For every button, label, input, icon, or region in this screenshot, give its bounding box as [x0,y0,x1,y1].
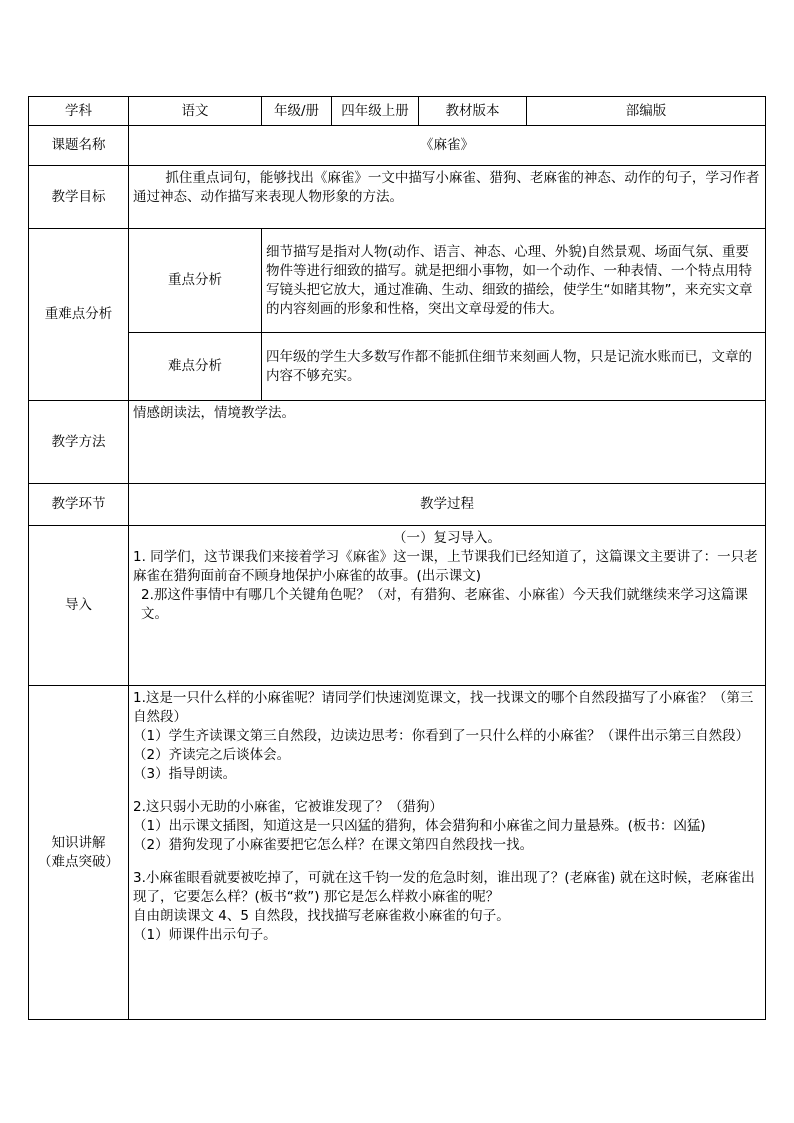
knowledge-label-line-1: 知识讲解 [51,834,106,851]
objective-row [29,166,766,229]
edition-value: 部编版 [527,97,766,126]
intro-heading: （一）复习导入。 [393,530,501,546]
knowledge-content [129,686,766,1020]
lesson-plan-table [28,96,766,1020]
difficult-analysis-row [29,333,766,401]
intro-paragraph-2: 2.那这件事情中有哪几个关键角色呢？（对，有猎狗、老麻雀、小麻雀）今天我们就继续来学习这篇课文。 [141,587,748,622]
edition-label: 教材版本 [419,97,527,126]
knowledge-label [29,686,129,1020]
subject-value: 语文 [129,97,262,126]
intro-paragraph-1: 1. 同学们，这节课我们来接着学习《麻雀》这一课，上节课我们已经知道了，这篇课文主要讲了：一只老麻雀在猎狗面前奋不顾身地保护小麻雀的故事。(出示课文) [133,549,758,584]
question-1-step-1: （1）学生齐读课文第三自然段，边读边思考：你看到了一只什么样的小麻雀？（课件出示第三自然段） [133,728,750,744]
lesson-title: 《麻雀》 [129,126,766,166]
intro-label: 导入 [29,526,129,686]
process-title: 教学过程 [129,484,766,526]
question-3-step-1: （1）师课件出示句子。 [133,927,277,943]
method-row [29,401,766,484]
objective-text: 抓住重点词句，能够找出《麻雀》一文中描写小麻雀、猎狗、老麻雀的神态、动作的句子，学习作者通过神态、动作描写来表现人物形象的方法。 [129,166,766,229]
header-row [29,97,766,126]
lesson-row [29,126,766,166]
question-1-step-2: （2）齐读完之后谈体会。 [133,747,291,763]
grade-value: 四年级上册 [332,97,419,126]
question-2: 2.这只弱小无助的小麻雀，它被谁发现了？（猎狗） [133,799,443,815]
question-1-step-3: （3）指导朗读。 [133,766,237,782]
question-2-step-1: （1）出示课文插图，知道这是一只凶猛的猎狗，体会猎狗和小麻雀之间力量悬殊。(板书：凶猛) [133,818,706,834]
process-header-row [29,484,766,526]
intro-content [129,526,766,686]
difficult-analysis-label: 难点分析 [129,333,262,401]
objective-label: 教学目标 [29,166,129,229]
difficult-analysis-text: 四年级的学生大多数写作都不能抓住细节来刻画人物，只是记流水账而已，文章的内容不够充实。 [262,333,766,401]
analysis-label: 重难点分析 [29,229,129,401]
question-3-intro: 自由朗读课文 4、5 自然段，找找描写老麻雀救小麻雀的句子。 [133,908,510,924]
question-2-step-2: （2）猎狗发现了小麻雀要把它怎么样？在课文第四自然段找一找。 [133,837,534,853]
question-3: 3.小麻雀眼看就要被吃掉了，可就在这千钧一发的危急时刻，谁出现了？(老麻雀) 就在这时候，老麻雀出现了，它要怎么样？(板书“救”) 那它是怎么样救小麻雀的呢？ [133,870,755,905]
key-analysis-row [29,229,766,333]
subject-label: 学科 [29,97,129,126]
key-analysis-text: 细节描写是指对人物(动作、语言、神态、心理、外貌)自然景观、场面气氛、重要物件等进行细致的描写。就是把细小事物，如一个动作、一种表情、一个特点用特写镜头把它放大，通过准确、生动、细致的描绘，使学生“如睹其物”，来充实文章的内容刻画的形象和性格，突出文章母爱的伟大。 [262,229,766,333]
intro-row [29,526,766,686]
question-1: 1.这是一只什么样的小麻雀呢？请同学们快速浏览课文，找一找课文的哪个自然段描写了小麻雀？（第三自然段） [133,690,754,725]
knowledge-label-line-2: （难点突破） [38,853,119,870]
knowledge-row [29,686,766,1020]
method-text: 情感朗读法，情境教学法。 [129,401,766,484]
key-analysis-label: 重点分析 [129,229,262,333]
process-stage-label: 教学环节 [29,484,129,526]
lesson-label: 课题名称 [29,126,129,166]
grade-label: 年级/册 [262,97,332,126]
method-label: 教学方法 [29,401,129,484]
